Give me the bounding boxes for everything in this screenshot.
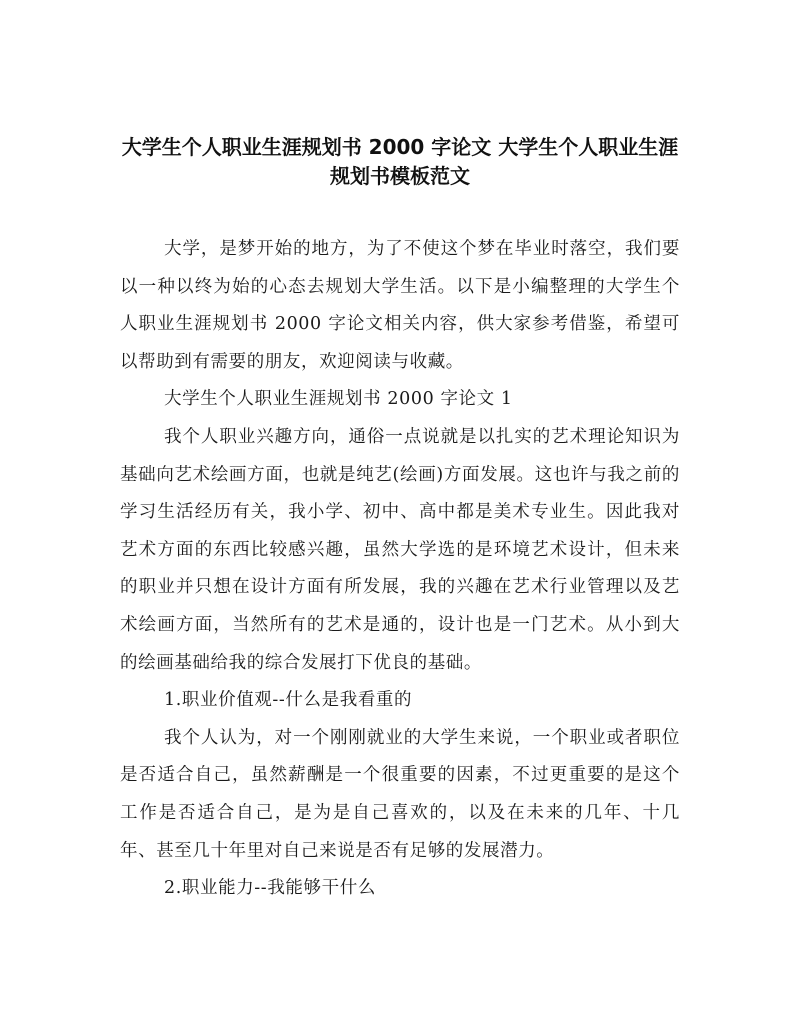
subheading-values: 1.职业价值观--什么是我看重的 [164,690,413,711]
values-paragraph: 我个人认为，对一个刚刚就业的大学生来说，一个职业或者职位是否适合自己，虽然薪酬是一个很重要的因素，不过更重要的是这个工作是否适合自己，是为是自己喜欢的，以及在未来的几年、十几年、甚至几十年里对自己来说是否有足够的发展潜力。 [120,727,680,861]
section-heading-1: 大学生个人职业生涯规划书 2000 字论文 1 [164,389,513,410]
interest-paragraph: 我个人职业兴趣方向，通俗一点说就是以扎实的艺术理论知识为基础向艺术绘画方面，也就是纯艺(绘画)方面发展。这也许与我之前的学习生活经历有关，我小学、初中、高中都是美术专业生。因此我对艺术方面的东西比较感兴趣，虽然大学选的是环境艺术设计，但未来的职业并只想在设计方面有所发展，我的兴趣在艺术行业管理以及艺术绘画方面，当然所有的艺术是通的，设计也是一门艺术。从小到大的绘画基础给我的综合发展打下优良的基础。 [120,426,680,673]
title-line-1: 大学生个人职业生涯规划书 2000 字论文 大学生个人职业生涯 [121,135,679,159]
intro-paragraph: 大学，是梦开始的地方，为了不使这个梦在毕业时落空，我们要以一种以终为始的心态去规划大学生活。以下是小编整理的大学生个人职业生涯规划书 2000 字论文相关内容，供大家参考借鉴，希望可以帮助到有需要的朋友，欢迎阅读与收藏。 [120,239,680,372]
document-title [100,133,700,191]
document-body [120,231,680,908]
subheading-ability: 2.职业能力--我能够干什么 [164,878,376,899]
title-line-2: 规划书模板范文 [330,164,470,188]
